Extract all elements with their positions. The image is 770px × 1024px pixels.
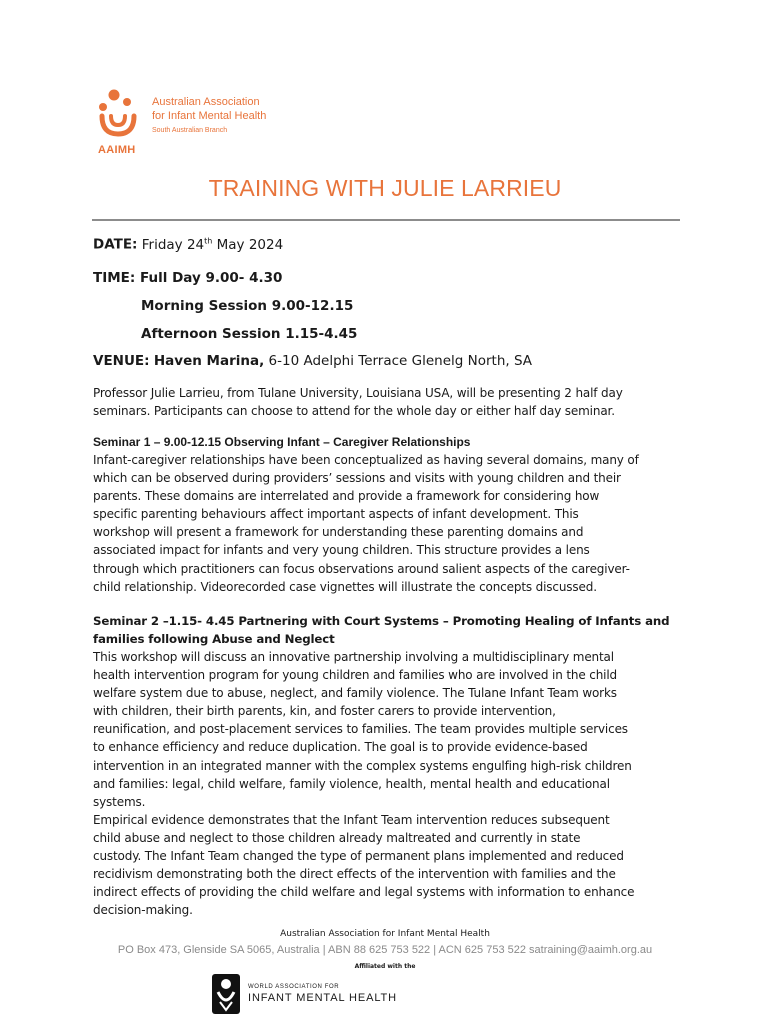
seminar2-line: decision-making. (93, 903, 193, 918)
intro-paragraph (93, 384, 683, 420)
logo-name-line1: Australian Association (152, 96, 260, 108)
seminar2-line: health intervention program for young children and families who are involved in the child (93, 668, 617, 683)
seminar1-heading: Seminar 1 – 9.00-12.15 Observing Infant – Caregiver Relationships (93, 435, 471, 449)
date-ordinal: th (204, 236, 213, 245)
logo-name-line2: for Infant Mental Health (152, 110, 267, 122)
footer-org-name: Australian Association for Infant Mental Health (280, 929, 490, 939)
seminar2-line: and families: legal, child welfare, family violence, health, mental health and educational (93, 776, 610, 791)
seminar2-line: with children, their birth parents, kin, and foster carers to provide intervention, (93, 704, 556, 719)
waimh-emblem-icon (210, 972, 244, 1016)
seminar2-heading (93, 612, 683, 648)
seminar2-line: This workshop will discuss an innovative partnership involving a multidisciplinary mental (93, 650, 614, 664)
footer-contact: PO Box 473, Glenside SA 5065, Australia | ABN 88 625 753 522 | ACN 625 753 522 satraining@aaimh.org.au (117, 944, 653, 956)
venue-label: VENUE: (93, 353, 150, 369)
venue-place: Haven Marina, (153, 353, 265, 369)
logo-branch: South Australian Branch (152, 127, 228, 134)
date-value-suffix: May 2024 (212, 236, 284, 253)
page-title: TRAINING WITH JULIE LARRIEU (208, 175, 562, 201)
afternoon-session: Afternoon Session 1.15-4.45 (141, 326, 358, 342)
title-divider (92, 219, 680, 221)
seminar2-line: child abuse and neglect to those children already maltreated and currently in state (93, 830, 581, 845)
seminar2-line: to enhance efficiency and reduce duplication. The goal is to provide evidence-based (93, 740, 588, 755)
seminar1-line: workshop will present a framework for understanding these parenting domains and (93, 525, 584, 540)
waimh-logo (210, 972, 430, 1016)
waimh-big-text: INFANT MENTAL HEALTH (248, 992, 398, 1004)
seminar2-paragraph (93, 648, 683, 919)
seminar1-line: through which practitioners can focus observations around salient aspects of the caregiver- (93, 561, 630, 576)
date-line (93, 236, 283, 253)
seminar2-line: systems. (93, 794, 146, 809)
seminar1-line: parents. These domains are interrelated and provide a framework for considering how (93, 489, 600, 504)
seminar2-line: welfare system due to abuse, neglect, and family violence. The Tulane Infant Team works (93, 686, 617, 701)
venue-line (93, 353, 532, 369)
seminar2-line: intervention in an integrated manner with the complex systems engulfing high-risk children (93, 758, 632, 773)
date-value (142, 237, 283, 253)
seminar1-line: child relationship. Videorecorded case vignettes will illustrate the concepts discussed. (93, 579, 597, 594)
seminar1-line: associated impact for infants and very young children. This structure provides a lens (93, 543, 590, 558)
venue-address: 6-10 Adelphi Terrace Glenelg North, SA (268, 353, 533, 369)
intro-line: seminars. Participants can choose to attend for the whole day or either half day seminar. (93, 404, 615, 419)
footer-affiliated: Affiliated with the (354, 963, 416, 970)
seminar1-line: Infant-caregiver relationships have been conceptualized as having several domains, many of (93, 453, 639, 467)
seminar2-heading-line: families following Abuse and Neglect (93, 632, 335, 647)
morning-session: Morning Session 9.00-12.15 (141, 298, 354, 314)
date-label: DATE: (93, 236, 138, 253)
aaimh-logo (96, 88, 296, 160)
seminar2-line: Empirical evidence demonstrates that the Infant Team intervention reduces subsequent (93, 812, 610, 827)
time-line: TIME: Full Day 9.00- 4.30 (93, 270, 283, 286)
seminar1-line: specific parenting behaviours affect important aspects of infant development. This (93, 507, 579, 522)
date-value-prefix: Friday 24 (141, 236, 205, 253)
logo-abbreviation: AAIMH (98, 144, 136, 156)
waimh-small-text: WORLD ASSOCIATION FOR (248, 984, 340, 990)
seminar2-line: reunification, and post-placement services to families. The team provides multiple services (93, 722, 628, 737)
seminar2-heading-line: Seminar 2 –1.15- 4.45 Partnering with Court Systems – Promoting Healing of Infants and (93, 614, 670, 628)
seminar2-line: recidivism demonstrating both the direct effects of the intervention with families and the (93, 867, 616, 882)
seminar2-line: indirect effects of providing the child welfare and legal systems with information to enhance (93, 885, 635, 900)
intro-line: Professor Julie Larrieu, from Tulane University, Louisiana USA, will be presenting 2 half day (93, 386, 623, 400)
seminar1-line: which can be observed during providers’ sessions and visits with young children and their (93, 471, 621, 486)
seminar1-paragraph (93, 451, 683, 596)
aaimh-logo-icon (96, 88, 148, 144)
seminar2-line: custody. The Infant Team changed the type of permanent plans implemented and reduced (93, 849, 624, 864)
